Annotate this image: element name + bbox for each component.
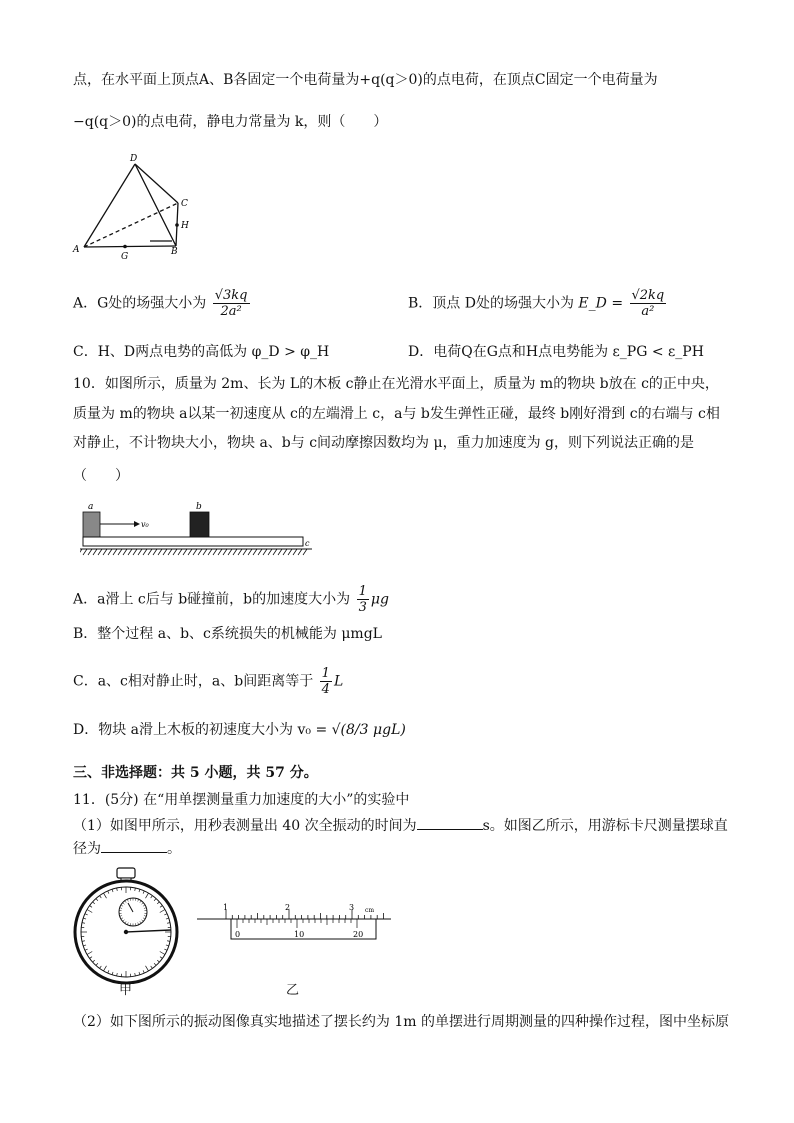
q10-line-1: 10．如图所示，质量为 2m、长为 L的木板 c静止在光滑水平面上，质量为 m的物块 b放在 c的正中央， — [73, 376, 719, 392]
caliper-unit: cm — [365, 907, 375, 914]
figure-label-yi: 乙 — [286, 983, 300, 998]
label-B: B — [171, 247, 178, 257]
q9-option-a-fraction: $\frac{√3kq}{\text{2a²}}$ — [214, 288, 248, 319]
q10-option-b[interactable]: B．整个过程 a、b、c系统损失的机械能为 μmgL — [73, 626, 382, 642]
q10-option-a-fraction: $\frac{1}{3}$ — [358, 584, 367, 615]
vernier-caliper-figure — [195, 895, 395, 947]
q9-option-b[interactable]: B．顶点 D处的场强大小为 E_D = $\frac{√2kq}{\text{a²}}$ — [408, 288, 665, 319]
main-tick-2: 2 — [285, 903, 291, 912]
q10-option-a[interactable]: A．a滑上 c后与 b碰撞前，b的加速度大小为 $\frac{1}{3}$ μg — [73, 584, 389, 615]
main-tick-1: 1 — [223, 903, 229, 912]
vernier-tick-0: 0 — [235, 930, 241, 939]
tetrahedron-figure — [70, 150, 200, 260]
q9-option-d[interactable]: D．电荷Q在G点和H点电势能为 ε_PG < ε_PH — [408, 344, 704, 360]
label-A: A — [73, 245, 80, 255]
section-3-title: 三、非选择题：共 5 小题，共 57 分。 — [73, 765, 318, 781]
q10-line-2: 质量为 m的物块 a以某一初速度从 c的左端滑上 c，a与 b发生弹性正碰，最终 b刚好滑到 c的右端与 c相 — [73, 406, 720, 422]
q10-line-4: （ ） — [73, 468, 129, 484]
q10-option-c[interactable]: C．a、c相对静止时，a、b间距离等于 $\frac{1}{4}$ L — [73, 666, 344, 697]
q11-line-3: 径为 。 — [73, 838, 181, 859]
stopwatch-figure — [70, 866, 182, 984]
q11-line-2: （1）如图甲所示，用秒表测量出 40 次全振动的时间为 s。如图乙所示，用游标卡尺测量摆球直 — [73, 815, 728, 836]
q10-option-d[interactable]: D．物块 a滑上木板的初速度大小为 v₀ = √(8/3 μgL) — [73, 722, 406, 738]
q10-option-c-fraction: $\frac{1}{4}$ — [321, 666, 330, 697]
label-C: C — [181, 199, 188, 209]
label-c: c — [305, 539, 310, 548]
vernier-tick-20: 20 — [353, 930, 364, 939]
q9-line-2: −q(q＞0)的点电荷，静电力常量为 k，则（ ） — [73, 114, 388, 130]
label-b: b — [196, 502, 202, 512]
label-G: G — [121, 252, 129, 260]
label-a: a — [88, 502, 94, 512]
q11-line-4: （2）如下图所示的振动图像真实地描述了摆长约为 1m 的单摆进行周期测量的四种操作过程，图中坐标原 — [73, 1014, 729, 1030]
q10-line-3: 对静止，不计物块大小，物块 a、b与 c间动摩擦因数均为 μ，重力加速度为 g，则下列说法正确的是 — [73, 435, 695, 451]
q9-option-b-fraction: $\frac{√2kq}{\text{a²}}$ — [631, 288, 665, 319]
block-board-figure — [80, 498, 320, 560]
q9-option-c[interactable]: C．H、D两点电势的高低为 φ_D > φ_H — [73, 344, 330, 360]
label-H: H — [181, 221, 189, 231]
answer-blank-time[interactable] — [417, 815, 483, 830]
answer-blank-diameter[interactable] — [101, 838, 167, 853]
figure-label-jia: 甲 — [119, 983, 133, 998]
label-D: D — [130, 154, 138, 164]
label-v0: v₀ — [141, 520, 149, 529]
q9-line-1: 点，在水平面上顶点A、B各固定一个电荷量为+q(q＞0)的点电荷，在顶点C固定一个电荷量为 — [73, 72, 658, 88]
main-tick-3: 3 — [349, 903, 355, 912]
q11-line-1: 11．(5分) 在“用单摆测量重力加速度的大小”的实验中 — [73, 792, 410, 808]
q9-option-a[interactable]: A．G处的场强大小为 $\frac{√3kq}{\text{2a²}}$ — [73, 288, 248, 319]
vernier-tick-10: 10 — [294, 930, 305, 939]
